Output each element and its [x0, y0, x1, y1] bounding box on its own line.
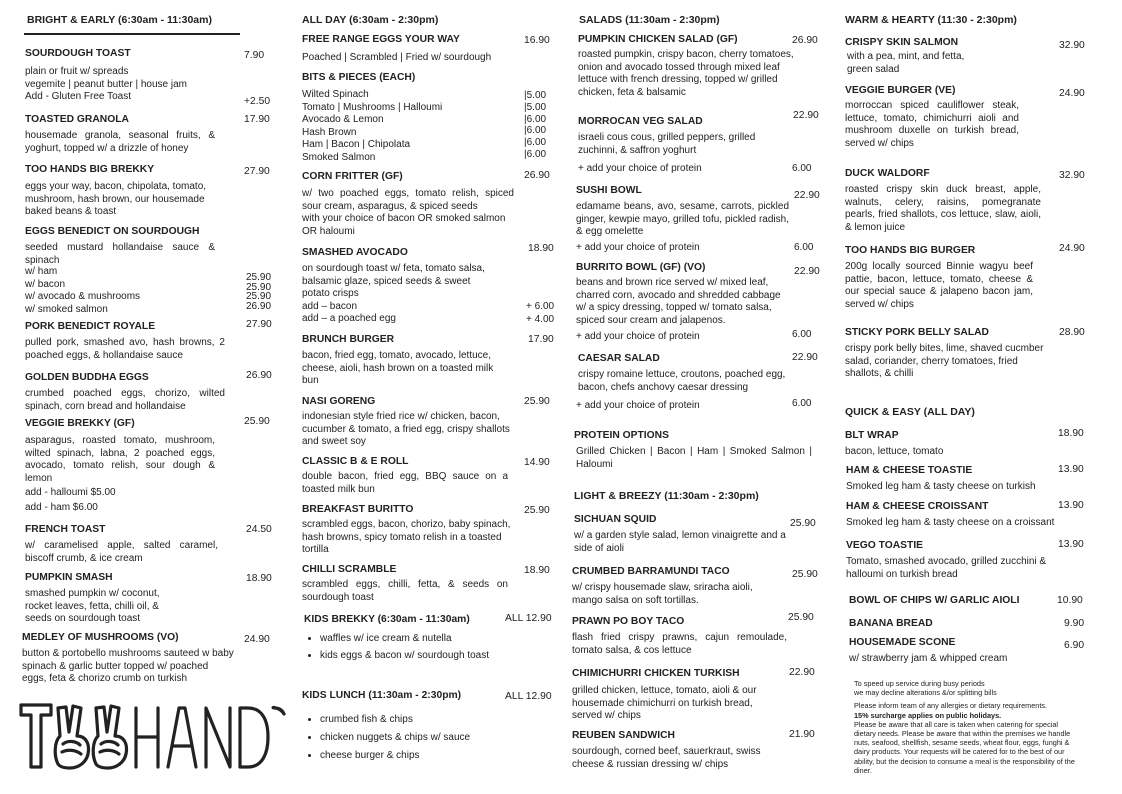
option-prices: 25.90 25.90 25.90 26.90 [246, 272, 272, 312]
item-description: housemade granola, seasonal fruits, & yoghurt, topped w/ a drizzle of honey [25, 130, 215, 154]
item-name: CRUMBED BARRAMUNDI TACO [572, 566, 730, 577]
item-name: SOURDOUGH TOAST [25, 48, 131, 59]
item-name: EGGS BENEDICT ON SOURDOUGH [25, 226, 200, 237]
item-description: roasted pumpkin, crispy bacon, cherry tomatoes, onion and avocado tossed through mixed leaf lettuce with french dressing, topped w/ grilled chicken, feta & balsamic [578, 49, 794, 98]
item-price: 18.90 [1058, 428, 1084, 439]
addon-price: 6.00 [792, 329, 812, 340]
item-price: 28.90 [1059, 327, 1085, 338]
item-price: 21.90 [789, 729, 815, 740]
item-description: israeli cous cous, grilled peppers, grilled zuchinni, & saffron yoghurt [578, 132, 756, 156]
item-price: 26.90 [792, 35, 818, 46]
item-name: VEGGIE BREKKY (GF) [25, 418, 135, 429]
item-description: Tomato, smashed avocado, grilled zucchini & halloumi on turkish bread [846, 556, 1047, 580]
sides-prices: |5.00 |5.00 |6.00 |6.00 |6.00 |6.00 [524, 90, 547, 160]
item-name: SICHUAN SQUID [574, 514, 657, 525]
item-name: MEDLEY OF MUSHROOMS (VO) [22, 632, 179, 643]
item-price: 14.90 [524, 457, 550, 468]
addon-protein: + add your choice of protein [576, 242, 700, 253]
item-name: NASI GORENG [302, 396, 376, 407]
item-name: FRENCH TOAST [25, 524, 106, 535]
item-price: 22.90 [789, 667, 815, 678]
item-price: 24.90 [244, 634, 270, 645]
item-name: HOUSEMADE SCONE [849, 637, 956, 648]
item-name: BOWL OF CHIPS W/ GARLIC AIOLI [849, 595, 1020, 606]
kids-lunch-heading: KIDS LUNCH (11:30am - 2:30pm) [302, 690, 462, 701]
item-description: on sourdough toast w/ feta, tomato salsa, balsamic glaze, spiced seeds & sweet potato crisps add – bacon add – a poached egg [302, 263, 485, 325]
item-name: BURRITO BOWL (GF) (VO) [576, 262, 706, 273]
item-price: 27.90 [246, 319, 272, 330]
item-description: w/ a garden style salad, lemon vinaigrette and a side of aioli [574, 530, 786, 554]
addon-price: 6.00 [792, 398, 812, 409]
item-price: 25.90 [792, 569, 818, 580]
item-description: Poached | Scrambled | Fried w/ sourdough [302, 52, 492, 63]
item-name: VEGGIE BURGER (VE) [845, 85, 956, 96]
item-description: roasted crispy skin duck breast, apple, walnuts, celery, raisins, pomegranate pearls, fried shallots, cos lettuce, slaw, aioli, & lemon juice [845, 184, 1041, 233]
item-price: 25.90 [788, 612, 814, 623]
item-name: PORK BENEDICT ROYALE [25, 321, 156, 332]
item-description: Smoked leg ham & tasty cheese on a croissant [846, 517, 1055, 528]
item-description: scrambled eggs, chilli, fetta, & seeds on sourdough toast [302, 579, 508, 603]
item-description: 200g locally sourced Binnie wagyu beef pattie, bacon, lettuce, tomato, cheese & our special sauce & jalapeno bacon jam, served w/ chips [845, 261, 1033, 310]
item-price: 26.90 [246, 370, 272, 381]
item-description: double bacon, fried egg, BBQ sauce on a toasted milk bun [302, 471, 508, 495]
item-name: BRUNCH BURGER [302, 334, 395, 345]
kids-brekky-list [302, 633, 540, 667]
item-name: SMASHED AVOCADO [302, 247, 408, 258]
item-name: TOASTED GRANOLA [25, 114, 129, 125]
item-name: MORROCAN VEG SALAD [578, 116, 703, 127]
item-description: flash fried crispy prawns, cajun remoulade, tomato salsa, & cos lettuce [572, 632, 787, 656]
too-hands-logo [18, 700, 286, 772]
item-price: 18.90 [524, 565, 550, 576]
item-name: CHIMICHURRI CHICKEN TURKISH [572, 668, 740, 679]
item-price: 22.90 [794, 190, 820, 201]
item-name: PRAWN PO BOY TACO [572, 616, 685, 627]
list-item: • waffles w/ ice cream & nutella [320, 633, 540, 644]
item-description: crumbed poached eggs, chorizo, wilted spinach, corn bread and hollandaise [25, 388, 225, 412]
item-name: CAESAR SALAD [578, 353, 660, 364]
item-description: w/ caramelised apple, salted caramel, biscoff crumb, & ice cream [25, 540, 218, 564]
item-price: 22.90 [794, 266, 820, 277]
item-description: bacon, fried egg, tomato, avocado, lettuce, cheese, aioli, hash brown on a toasted milk bun [302, 350, 494, 387]
item-name: DUCK WALDORF [845, 168, 930, 179]
item-name: VEGO TOASTIE [846, 540, 924, 551]
item-name: HAM & CHEESE TOASTIE [846, 465, 973, 476]
item-name: REUBEN SANDWICH [572, 730, 675, 741]
item-name: FREE RANGE EGGS YOUR WAY [302, 34, 460, 45]
section-heading-light-breezy: LIGHT & BREEZY (11:30am - 2:30pm) [574, 490, 759, 502]
item-price: 25.90 [244, 416, 270, 427]
item-price: 22.90 [793, 110, 819, 121]
item-price: 13.90 [1058, 500, 1084, 511]
kids-lunch-price: ALL 12.90 [505, 691, 552, 702]
item-price: 22.90 [792, 352, 818, 363]
list-item: • kids eggs & bacon w/ sourdough toast [320, 650, 540, 661]
item-description: edamame beans, avo, sesame, carrots, pickled ginger, kewpie mayo, grilled tofu, pickled radish, & egg omelette [576, 201, 789, 238]
item-name: TOO HANDS BIG BREKKY [25, 164, 155, 175]
list-item: • crumbed fish & chips [320, 714, 540, 725]
item-name: BLT WRAP [845, 430, 899, 441]
item-description: beans and brown rice served w/ mixed leaf, charred corn, avocado and shredded cabbage w/ a spicy dressing, topped w/ tomato salsa, spiced sour cream and jalapenos. [576, 277, 781, 326]
item-description: w/ strawberry jam & whipped cream [849, 653, 1008, 664]
item-description: asparagus, roasted tomato, mushroom, wilted spinach, labna, 2 poached eggs, avocado, tomato relish, sour dough & lemon [25, 435, 215, 484]
addon-price: + 6.00 [526, 301, 555, 312]
service-notes: To speed up service during busy periods we may decline alterations &/or splitting bills Please inform team of any allergies or dietary requirements. 15% surcharge applies on public holidays. Please be aware that all care is taken when catering for special dietary needs. Please be aware that within the premises we handle nuts, seafood, shellfish, sesame seeds, wheat flour, eggs, funghi & dairy products. Your requests will be catered for to the best of our ability, but the decision to consume a meal is the responsibility of the diner. [854, 679, 1075, 775]
sides-list: Wilted Spinach Tomato | Mushrooms | Halloumi Avocado & Lemon Hash Brown Ham | Bacon | Chipolata Smoked Salmon [302, 89, 443, 163]
section-divider [24, 33, 240, 35]
addon-ham: add - ham $6.00 [25, 502, 98, 513]
list-item: • chicken nuggets & chips w/ sauce [320, 732, 540, 743]
item-price: 24.50 [246, 524, 272, 535]
protein-options-list: Grilled Chicken | Bacon | Ham | Smoked Salmon | Haloumi [576, 446, 812, 470]
item-description: scrambled eggs, bacon, chorizo, baby spinach, hash browns, spicy tomato relish in a toasted tortilla [302, 519, 511, 556]
item-price: 9.90 [1064, 618, 1085, 629]
addon-protein: + add your choice of protein [576, 331, 700, 342]
protein-options-heading: PROTEIN OPTIONS [574, 430, 669, 441]
section-heading-warm-hearty: WARM & HEARTY (11:30 - 2:30pm) [845, 14, 1017, 26]
item-name: TOO HANDS BIG BURGER [845, 245, 976, 256]
section-heading-salads: SALADS (11:30am - 2:30pm) [579, 14, 720, 26]
option-list: w/ ham w/ bacon w/ avocado & mushrooms w/ smoked salmon [25, 266, 141, 315]
kids-lunch-list [302, 714, 540, 767]
item-description: button & portobello mushrooms sauteed w baby spinach & garlic butter topped w/ poached eggs, feta & chorizo crumb on turkish [22, 648, 234, 685]
item-price: 32.90 [1059, 40, 1085, 51]
item-price: 13.90 [1058, 464, 1084, 475]
item-name: STICKY PORK BELLY SALAD [845, 327, 989, 338]
item-price: 17.90 [528, 334, 554, 345]
item-description: crispy romaine lettuce, croutons, poached egg, bacon, chefs anchovy caesar dressing [578, 369, 786, 393]
item-price: 10.90 [1057, 595, 1083, 606]
item-name: CHILLI SCRAMBLE [302, 564, 397, 575]
item-name: SUSHI BOWL [576, 185, 642, 196]
item-price: 13.90 [1058, 539, 1084, 550]
item-price: 26.90 [524, 170, 550, 181]
addon-halloumi: add - halloumi $5.00 [25, 487, 116, 498]
item-description: w/ two poached eggs, tomato relish, spiced sour cream, asparagus, & spiced seeds with your choice of bacon OR smoked salmon OR haloumi [302, 188, 514, 237]
addon-price: 6.00 [792, 163, 812, 174]
item-price: 32.90 [1059, 170, 1085, 181]
item-description: seeded mustard hollandaise sauce & spinach [25, 242, 215, 266]
kids-brekky-heading: KIDS BREKKY (6:30am - 11:30am) [304, 614, 470, 625]
item-description: sourdough, corned beef, sauerkraut, swiss cheese & russian dressing w/ chips [572, 746, 761, 770]
item-description: morroccan spiced cauliflower steak, lettuce, tomato, chimichurri aioli and mushroom duxelle on turkish bread, served w/ chips [845, 100, 1019, 149]
item-name: GOLDEN BUDDHA EGGS [25, 372, 149, 383]
addon-protein: + add your choice of protein [578, 163, 702, 174]
list-item: • cheese burger & chips [320, 750, 540, 761]
item-description: crispy pork belly bites, lime, shaved cucmber salad, coriander, cherry tomatoes, fried shallots, & chilli [845, 343, 1044, 380]
addon-protein: + add your choice of protein [576, 400, 700, 411]
kids-brekky-price: ALL 12.90 [505, 613, 552, 624]
item-description: pulled pork, smashed avo, hash browns, 2 poached eggs, & hollandaise sauce [25, 337, 225, 361]
item-description: w/ crispy housemade slaw, sriracha aioli, mango salsa on soft tortillas. [572, 582, 753, 606]
item-price: 25.90 [524, 505, 550, 516]
item-price: 24.90 [1059, 88, 1085, 99]
item-description: eggs your way, bacon, chipolata, tomato, mushroom, hash brown, our housemade baked beans & toast [25, 181, 207, 218]
item-name: PUMPKIN CHICKEN SALAD (GF) [578, 34, 738, 45]
section-heading-all-day: ALL DAY (6:30am - 2:30pm) [302, 14, 439, 26]
addon-price: 6.00 [794, 242, 814, 253]
section-heading-quick-easy: QUICK & EASY (ALL DAY) [845, 406, 975, 418]
item-description: bacon, lettuce, tomato [845, 446, 944, 457]
item-price: 25.90 [790, 518, 816, 529]
addon-price: + 4.00 [526, 314, 555, 325]
item-description: with a pea, mint, and fetta, green salad [847, 51, 965, 75]
item-description: smashed pumpkin w/ coconut, rocket leaves, fetta, chilli oil, & seeds on sourdough toast [25, 588, 160, 625]
item-description: plain or fruit w/ spreads vegemite | peanut butter | house jam Add - Gluten Free Toast [25, 66, 187, 103]
item-name: HAM & CHEESE CROISSANT [846, 501, 989, 512]
section-heading-bright-early: BRIGHT & EARLY (6:30am - 11:30am) [27, 14, 212, 26]
addon-price: +2.50 [244, 96, 271, 107]
item-price: 6.90 [1064, 640, 1085, 651]
item-price: 25.90 [524, 396, 550, 407]
item-name: CRISPY SKIN SALMON [845, 37, 959, 48]
item-name: BREAKFAST BURITTO [302, 504, 414, 515]
item-name: CLASSIC B & E ROLL [302, 456, 409, 467]
item-price: 16.90 [524, 35, 550, 46]
item-name: CORN FRITTER (GF) [302, 171, 403, 182]
item-price: 27.90 [244, 166, 270, 177]
item-price: 7.90 [244, 50, 265, 61]
item-price: 17.90 [244, 114, 270, 125]
item-price: 18.90 [528, 243, 554, 254]
item-name: BANANA BREAD [849, 618, 933, 629]
item-description: Smoked leg ham & tasty cheese on turkish [846, 481, 1036, 492]
item-name: BITS & PIECES (EACH) [302, 72, 416, 83]
item-name: PUMPKIN SMASH [25, 572, 113, 583]
item-description: grilled chicken, lettuce, tomato, aioli & our housemade chimichurri on turkish bread, served w/ chips [572, 685, 757, 722]
item-price: 24.90 [1059, 243, 1085, 254]
item-description: indonesian style fried rice w/ chicken, bacon, cucumber & tomato, a fried egg, crispy shallots and sweet soy [302, 411, 510, 448]
item-price: 18.90 [246, 573, 272, 584]
